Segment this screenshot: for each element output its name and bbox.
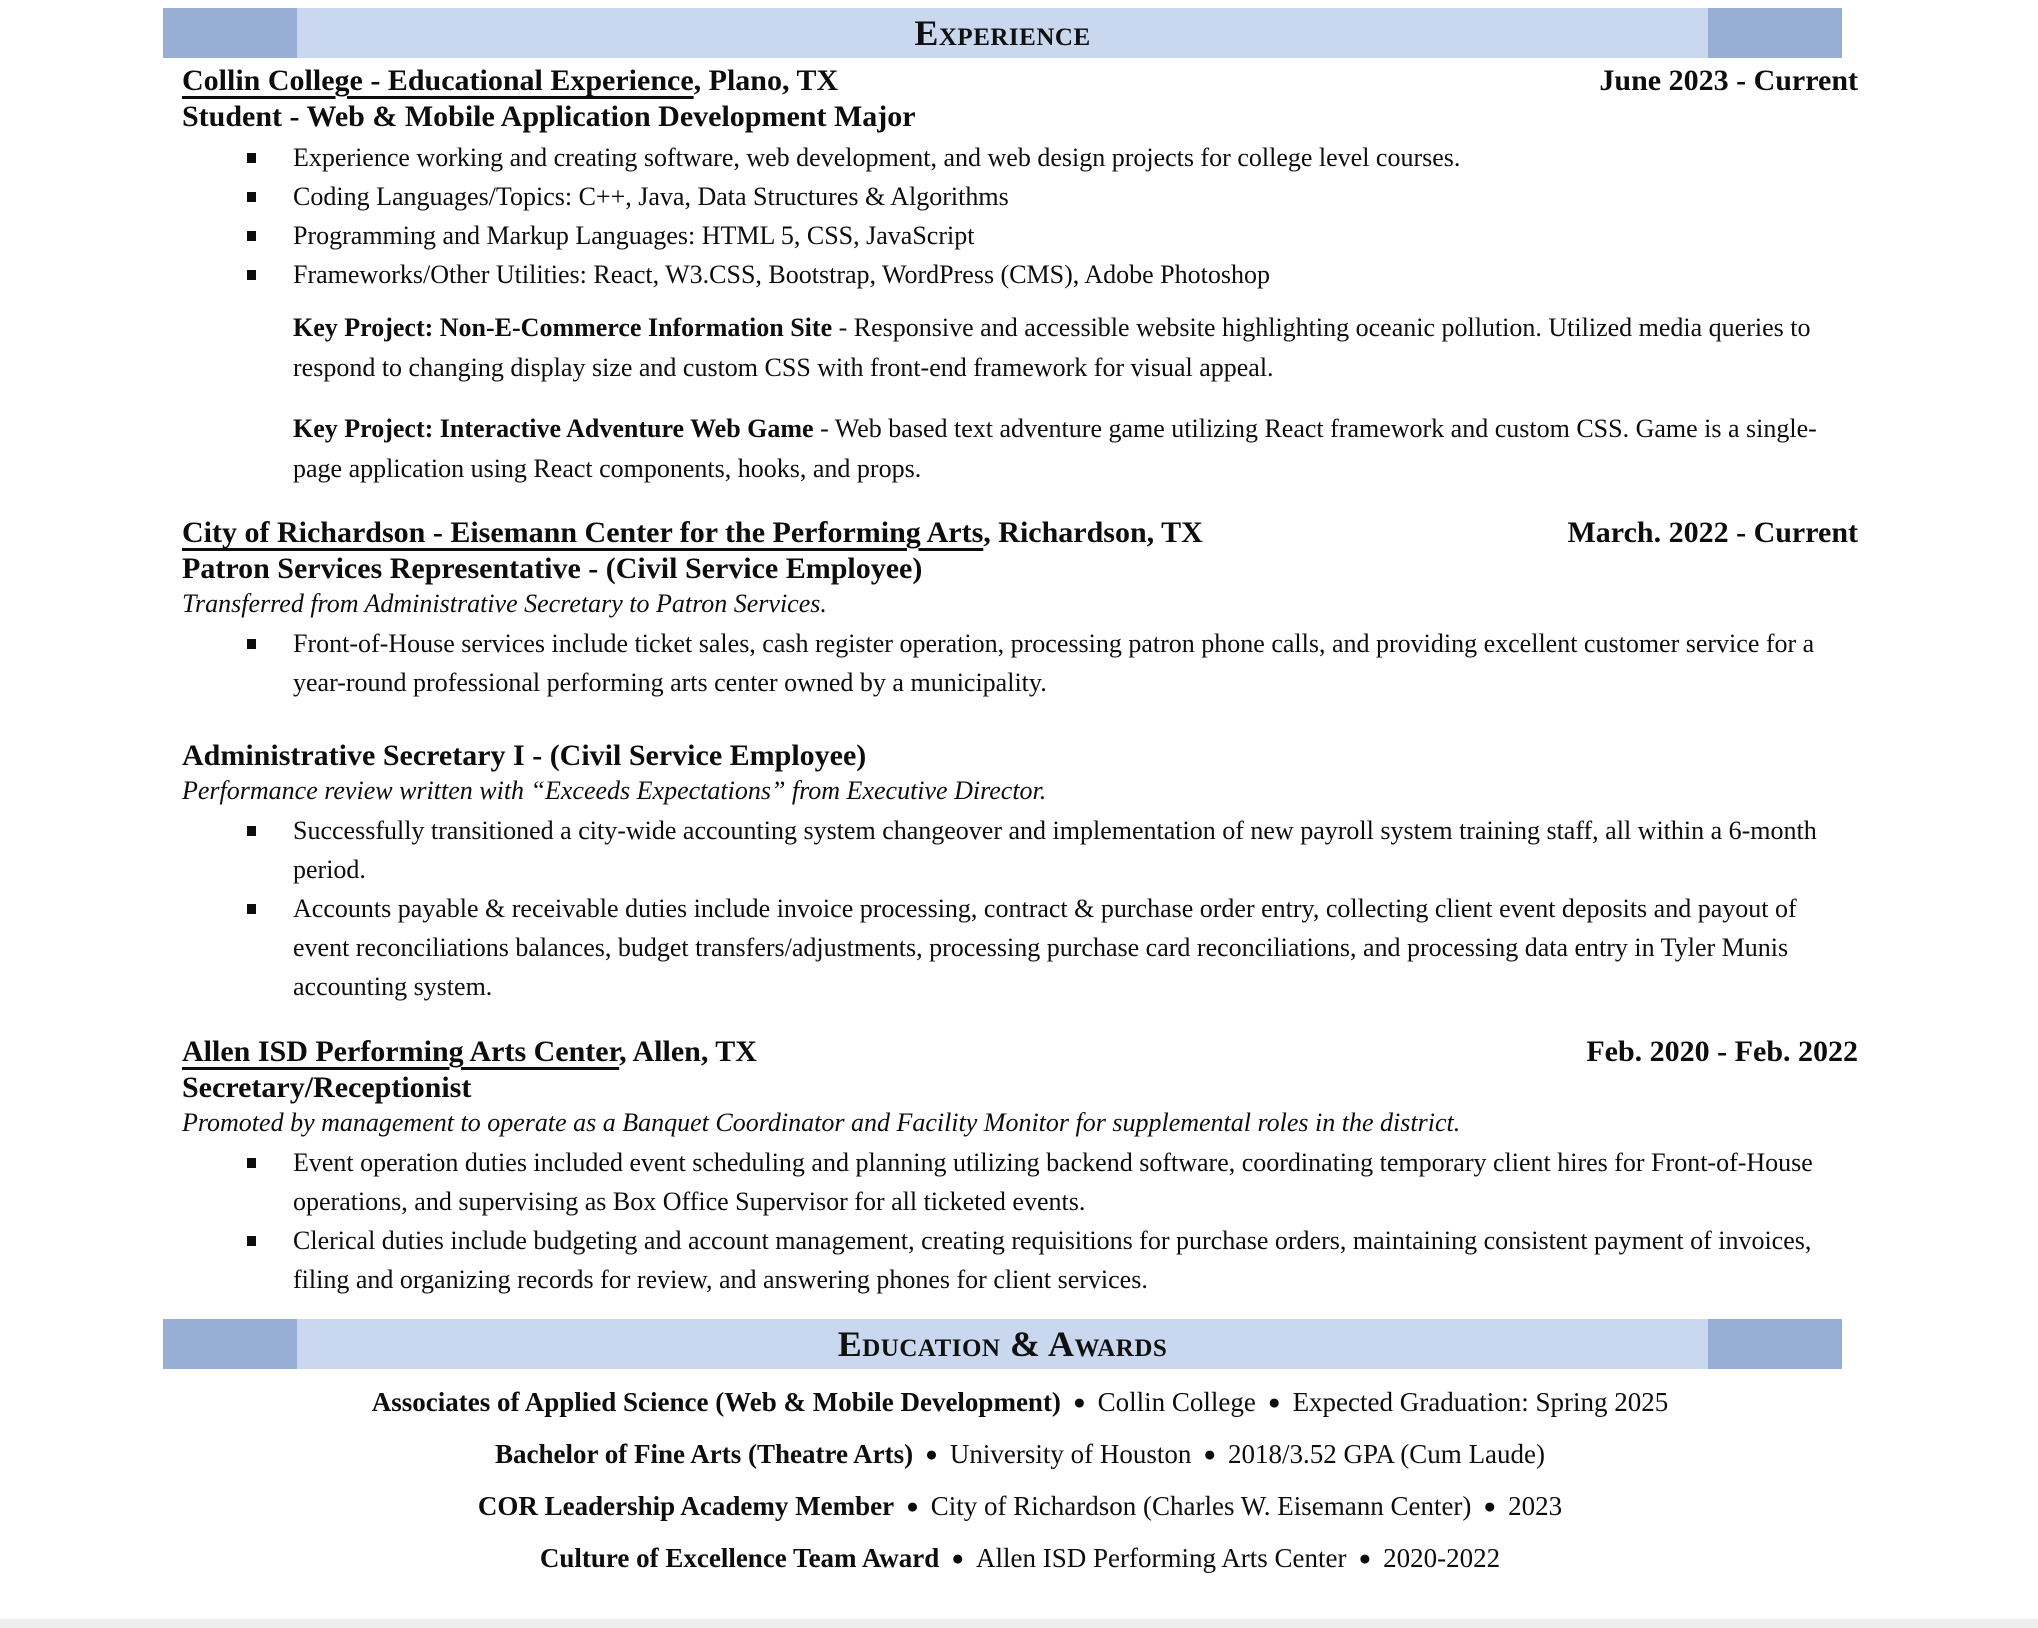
bullet-item (293, 811, 1858, 889)
key-project-label: Key Project: Interactive Adventure Web Game (293, 414, 814, 443)
job-title: Administrative Secretary I - (Civil Service Employee) (182, 739, 867, 772)
company-name: City of Richardson - Eisemann Center for the Performing Arts (182, 516, 984, 549)
job-title: Patron Services Representative - (Civil Service Employee) (182, 552, 923, 585)
entry-detail: 2018/3.52 GPA (Cum Laude) (1228, 1439, 1546, 1469)
band-accent-right (1708, 1319, 1842, 1369)
window-bottom-edge (0, 1619, 2038, 1628)
key-project-description: - Responsive and accessible website highlighting oceanic pollution. Utilized media queries to respond to changing display size and custom CSS with front-end framework for visual appeal. (293, 313, 1811, 382)
degree-title: Bachelor of Fine Arts (Theatre Arts) (494, 1439, 914, 1469)
band-accent-left (163, 1319, 297, 1369)
company-line (182, 1034, 1858, 1070)
institution: Allen ISD Performing Arts Center (976, 1543, 1347, 1573)
bullet-item (293, 216, 1858, 255)
bullet-text: Successfully transitioned a city-wide accounting system changeover and implementation of new payroll system training staff, all within a 6-month period. (293, 816, 1817, 884)
bullet-text: Experience working and creating software, web development, and web design projects for college level courses. (293, 143, 1461, 172)
band-accent-right (1708, 8, 1842, 58)
company-location: , Plano, TX (693, 64, 839, 97)
square-bullet-icon (247, 153, 256, 163)
square-bullet-icon (247, 231, 256, 241)
bullet-item (293, 255, 1858, 294)
education-section-header (163, 1319, 1842, 1369)
company-line (182, 515, 1858, 551)
dot-separator-icon: ● (1267, 1390, 1281, 1414)
education-entry (182, 1541, 1858, 1577)
bullet-item (293, 624, 1858, 702)
award-title: Culture of Excellence Team Award (539, 1543, 940, 1573)
square-bullet-icon (247, 270, 256, 280)
bullet-item (293, 1143, 1858, 1221)
bullet-list (182, 138, 1858, 294)
entry-detail: 2023 (1508, 1491, 1563, 1521)
key-project-label: Key Project: Non-E-Commerce Information Site (293, 313, 833, 342)
bullet-text: Clerical duties include budgeting and account management, creating requisitions for purchase orders, maintaining consistent payment of invoices, filing and organizing records for review, and answering phones for client services. (293, 1226, 1812, 1294)
job-title: Secretary/Receptionist (182, 1071, 472, 1104)
job-title: Student - Web & Mobile Application Development Major (182, 100, 916, 133)
band-accent-left (163, 8, 297, 58)
institution: City of Richardson (Charles W. Eisemann Center) (930, 1491, 1472, 1521)
bullet-list (182, 811, 1858, 1006)
experience-section-title: Experience (914, 13, 1091, 53)
square-bullet-icon (247, 192, 256, 202)
square-bullet-icon (247, 904, 256, 914)
bullet-item (293, 177, 1858, 216)
bullet-text: Front-of-House services include ticket sales, cash register operation, processing patron phone calls, and providing excellent customer service for a year-round professional performing arts center owned by a municipality. (293, 629, 1815, 697)
award-title: COR Leadership Academy Member (477, 1491, 895, 1521)
dot-separator-icon: ● (1072, 1390, 1086, 1414)
dot-separator-icon: ● (1483, 1494, 1497, 1518)
square-bullet-icon (247, 826, 256, 836)
bullet-text: Frameworks/Other Utilities: React, W3.CSS, Bootstrap, WordPress (CMS), Adobe Photoshop (293, 260, 1270, 289)
education-section-body (182, 1385, 1858, 1577)
dot-separator-icon: ● (906, 1494, 919, 1518)
entry-detail: Expected Graduation: Spring 2025 (1292, 1387, 1669, 1417)
job-note: Performance review written with “Exceeds Expectations” from Executive Director. (182, 776, 1047, 805)
bullet-text: Coding Languages/Topics: C++, Java, Data Structures & Algorithms (293, 182, 1009, 211)
job-note: Promoted by management to operate as a Banquet Coordinator and Facility Monitor for supplemental roles in the district. (182, 1108, 1461, 1137)
experience-section-body (182, 63, 1858, 1299)
company-name-group (182, 1034, 757, 1070)
resume-document (0, 8, 2038, 1628)
square-bullet-icon (247, 1236, 256, 1246)
company-location: , Richardson, TX (983, 516, 1203, 549)
dot-separator-icon: ● (925, 1442, 938, 1466)
bullet-item (293, 889, 1858, 1006)
dot-separator-icon: ● (1358, 1546, 1372, 1570)
education-entry (182, 1437, 1858, 1473)
bullet-list (182, 1143, 1858, 1299)
job-collin-college (182, 63, 1858, 489)
dot-separator-icon: ● (951, 1546, 964, 1570)
bullet-item (293, 138, 1858, 177)
institution: University of Houston (949, 1439, 1192, 1469)
entry-detail: 2020-2022 (1383, 1543, 1501, 1573)
company-name: Collin College - Educational Experience (182, 64, 694, 97)
key-project (293, 409, 1858, 489)
bullet-item (293, 1221, 1858, 1299)
dot-separator-icon: ● (1203, 1442, 1217, 1466)
key-project (293, 308, 1858, 388)
bullet-list (182, 624, 1858, 702)
education-entry (182, 1385, 1858, 1421)
bullet-text: Accounts payable & receivable duties include invoice processing, contract & purchase order entry, collecting client event deposits and payout of event reconciliations balances, budget transfers/adjustments, processing purchase card reconciliations, and processing data entry in Tyler Munis accounting system. (293, 894, 1797, 1001)
job-administrative-secretary (182, 738, 1858, 1006)
date-range: March. 2022 - Current (1567, 516, 1858, 549)
square-bullet-icon (247, 1158, 256, 1168)
bullet-text: Programming and Markup Languages: HTML 5, CSS, JavaScript (293, 221, 975, 250)
bullet-text: Event operation duties included event scheduling and planning utilizing backend software, coordinating temporary client hires for Front-of-House operations, and supervising as Box Office Supervisor for all ticketed events. (293, 1148, 1813, 1216)
key-project-description: - Web based text adventure game utilizing React framework and custom CSS. Game is a single-page application using React components, hooks, and props. (293, 414, 1817, 483)
job-allen-isd (182, 1034, 1858, 1299)
company-location: , Allen, TX (619, 1035, 757, 1068)
education-section-title: Education & Awards (837, 1324, 1168, 1364)
experience-section-header (163, 8, 1842, 58)
company-line (182, 63, 1858, 99)
company-name: Allen ISD Performing Arts Center (182, 1035, 620, 1068)
degree-title: Associates of Applied Science (Web & Mobile Development) (371, 1387, 1061, 1417)
company-name-group (182, 515, 1203, 551)
date-range: June 2023 - Current (1599, 64, 1858, 97)
job-note: Transferred from Administrative Secretary to Patron Services. (182, 589, 827, 618)
date-range: Feb. 2020 - Feb. 2022 (1586, 1035, 1858, 1068)
institution: Collin College (1097, 1387, 1256, 1417)
square-bullet-icon (247, 639, 256, 649)
education-entry (182, 1489, 1858, 1525)
job-eisemann-center (182, 515, 1858, 702)
company-name-group (182, 63, 838, 99)
